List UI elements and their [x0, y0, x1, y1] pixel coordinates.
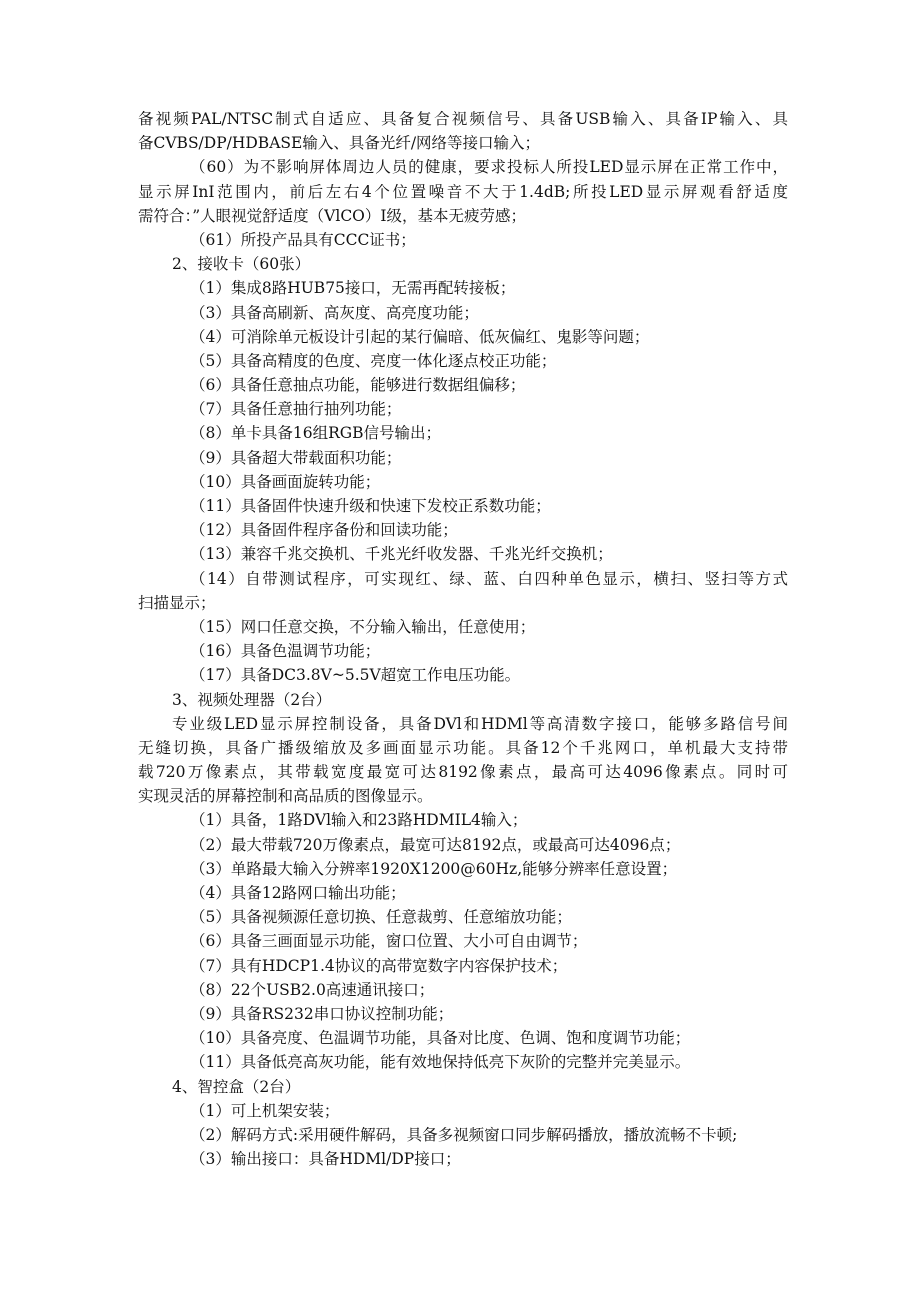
text-line: （1）可上机架安装； — [190, 1101, 340, 1120]
text-line: （2）最大带载720万像素点，最宽可达8192点，或最高可达4096点； — [190, 835, 681, 854]
text-line: （7）具有HDCP1.4协议的高带宽数字内容保护技术； — [190, 956, 568, 975]
text-line: （3）具备高刷新、高灰度、高亮度功能； — [190, 303, 479, 322]
text-line: （9）具备RS232串口协议控制功能； — [190, 1004, 454, 1023]
text-line: （10）具备亮度、色温调节功能，具备对比度、色调、饱和度调节功能； — [190, 1029, 691, 1048]
text-line: （13）兼容千兆交换机、千兆光纤收发器、千兆光纤交换机； — [190, 545, 613, 564]
text-line: （11）具备固件快速升级和快速下发校正系数功能； — [190, 497, 551, 515]
text-line: （14）自带测试程序，可实现红、绿、蓝、白四种单色显示，横扫、竖扫等方式 — [190, 569, 788, 588]
text-line: （2）解码方式:采用硬件解码，具备多视频窗口同步解码播放，播放流畅不卡顿; — [190, 1125, 738, 1144]
text-line: 专业级LED显示屏控制设备，具备DVl和HDMl等高清数字接口，能够多路信号间 — [172, 714, 788, 733]
text-line: （1）集成8路HUB75接口，无需再配转接板； — [190, 279, 516, 298]
text-line: 载720万像素点，其带载宽度最宽可达8192像素点，最高可达4096像素点。同时可 — [138, 763, 788, 782]
text-line: 实现灵活的屏幕控制和高品质的图像显示。 — [138, 787, 433, 806]
text-line: （12）具备固件程序备份和回读功能； — [190, 521, 458, 540]
text-line: （6）具备三画面显示功能，窗口位置、大小可自由调节； — [190, 932, 588, 951]
text-line: （1）具备，1路DVl输入和23路HDMIL4输入； — [190, 811, 528, 830]
text-line: （7）具备任意抽行抽列功能； — [190, 400, 402, 419]
text-line: 2、接收卡（60张） — [172, 255, 311, 274]
text-line: （17）具备DC3.8V~5.5V超宽工作电压功能。 — [190, 666, 521, 685]
text-line: 备CVBS/DP/HDBASE输入、具备光纤/网络等接口输入； — [138, 134, 541, 153]
text-line: （4）具备12路网口输出功能； — [190, 884, 406, 902]
text-line: 显示屏InI范围内，前后左右4个位置噪音不大于1.4dB;所投LED显示屏观看舒适度 — [138, 182, 788, 201]
text-line: （5）具备高精度的色度、亮度一体化逐点校正功能； — [190, 351, 557, 370]
text-line: （61）所投产品具有CCC证书； — [190, 230, 416, 249]
text-line: （6）具备任意抽点功能，能够进行数据组偏移； — [190, 376, 526, 395]
text-line: （4）可消除单元板设计引起的某行偏暗、低灰偏红、鬼影等问题； — [190, 327, 650, 346]
text-line: 3、视频处理器（2台） — [172, 690, 332, 709]
text-line: （10）具备画面旋转功能； — [190, 472, 381, 491]
text-line: （9）具备超大带载面积功能； — [190, 448, 402, 467]
text-line: 无缝切换，具备广播级缩放及多画面显示功能。具备12个千兆网口，单机最大支持带 — [138, 738, 788, 757]
text-line: （8）22个USB2.0高速通讯接口； — [190, 980, 435, 999]
text-line: （60）为不影响屏体周边人员的健康，要求投标人所投LED显示屏在正常工作中， — [190, 158, 788, 177]
text-line: （3）输出接口：具备HDMl/DP接口； — [190, 1150, 461, 1169]
text-line: 备视频PAL/NTSC制式自适应、具备复合视频信号、具备USB输入、具备IP输入、具 — [138, 110, 788, 128]
text-line: 扫描显示； — [138, 593, 216, 612]
text-line: （3）单路最大输入分辨率1920X1200@60Hz,能够分辨率任意设置； — [190, 859, 678, 878]
text-line: 4、智控盒（2台） — [172, 1077, 301, 1096]
document-body — [138, 107, 788, 1171]
text-line: 需符合：”人眼视觉舒适度（VlCO）I级，基本无疲劳感； — [138, 206, 527, 225]
text-line: （5）具备视频源任意切换、任意裁剪、任意缩放功能； — [190, 908, 572, 927]
text-line: （16）具备色温调节功能； — [190, 642, 381, 661]
text-line: （15）网口任意交换，不分输入输出，任意使用； — [190, 617, 536, 636]
text-line: （8）单卡具备16组RGB信号输出； — [190, 424, 442, 443]
text-line: （11）具备低亮高灰功能，能有效地保持低亮下灰阶的完整并完美显示。 — [190, 1053, 691, 1072]
